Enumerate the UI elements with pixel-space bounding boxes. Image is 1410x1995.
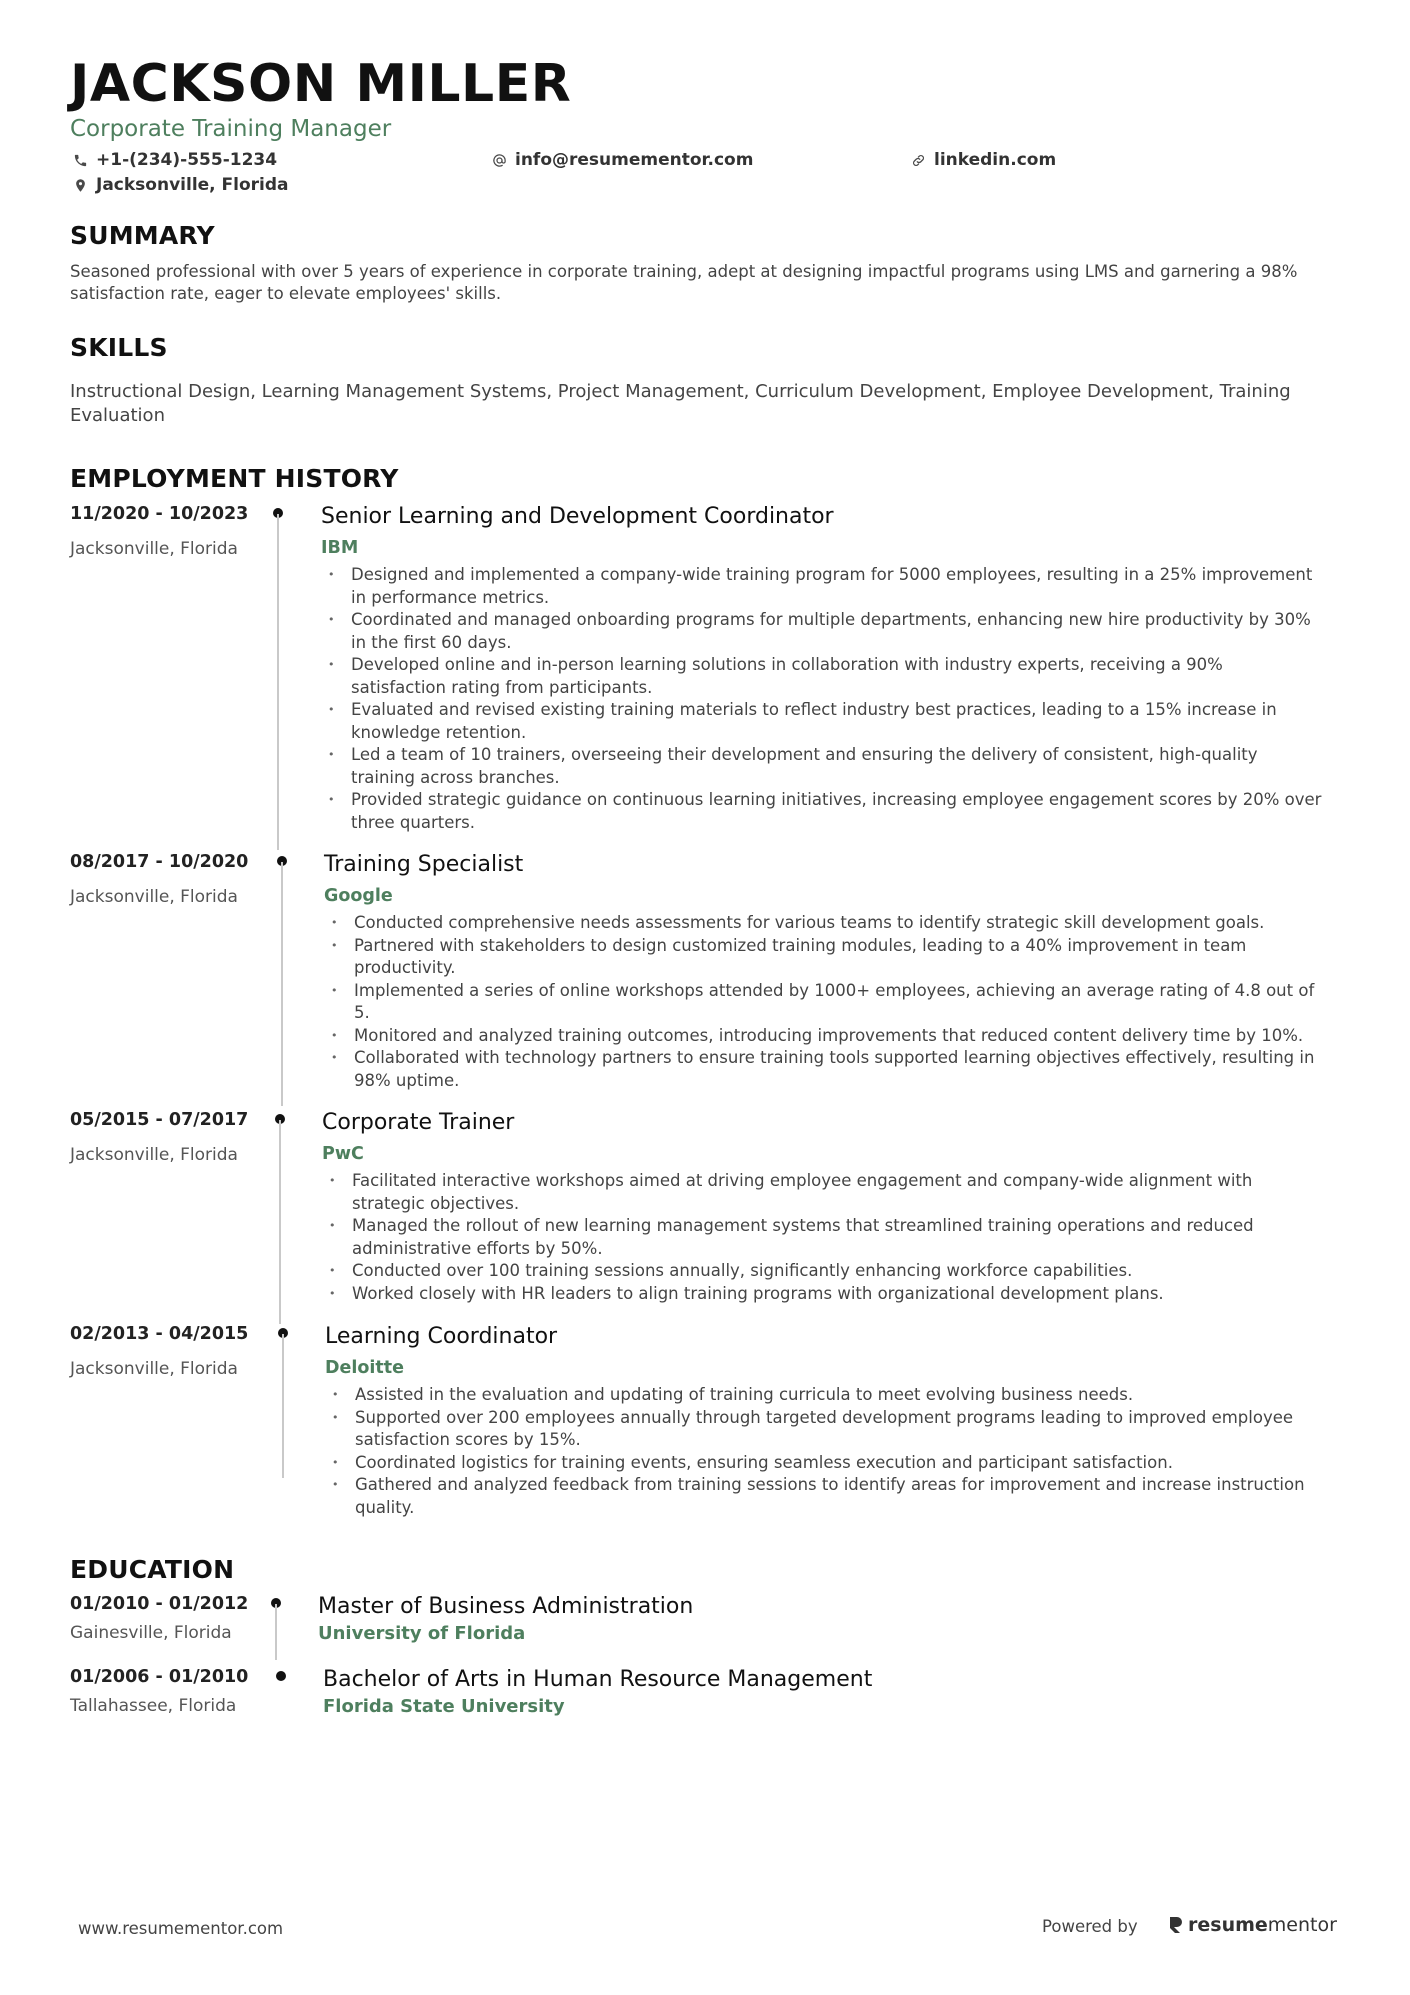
job-title: Training Specialist (324, 852, 524, 877)
job-company: Google (324, 886, 393, 906)
education-location: Gainesville, Florida (70, 1623, 232, 1643)
candidate-role: Corporate Training Manager (70, 116, 392, 142)
job-dates: 11/2020 - 10/2023 (70, 504, 249, 524)
job-bullet: • Coordinated and managed onboarding programs for multiple departments, enhancing new hire productivity by 30% in the first 60 days. (323, 609, 1323, 654)
education-location: Tallahassee, Florida (70, 1696, 237, 1716)
education-dates: 01/2006 - 01/2010 (70, 1667, 249, 1687)
location-text: Jacksonville, Florida (96, 175, 289, 195)
education-dates: 01/2010 - 01/2012 (70, 1594, 249, 1614)
footer-powered-by: Powered by (1042, 1917, 1138, 1936)
footer-website[interactable]: www.resumementor.com (78, 1919, 284, 1938)
job-bullets (326, 912, 1326, 1092)
contact-row-2 (70, 175, 1350, 197)
location-pin-icon (72, 177, 88, 193)
timeline-line (277, 514, 279, 850)
contact-linkedin[interactable] (910, 150, 1056, 170)
timeline-line (281, 862, 283, 1106)
job-bullet: • Provided strategic guidance on continuous learning initiatives, increasing employee engagement scores by 20% over three quarters. (323, 789, 1323, 834)
job-location: Jacksonville, Florida (70, 539, 238, 559)
timeline-line (275, 1604, 277, 1660)
job-title: Corporate Trainer (322, 1110, 515, 1135)
job-company: Deloitte (325, 1358, 405, 1378)
logo-text-resume: resume (1188, 1914, 1268, 1936)
job-dates: 02/2013 - 04/2015 (70, 1324, 249, 1344)
job-bullet: • Gathered and analyzed feedback from training sessions to identify areas for improvement and increase instruction quality. (327, 1474, 1327, 1519)
job-title: Senior Learning and Development Coordinator (321, 504, 834, 529)
job-bullet: • Collaborated with technology partners to ensure training tools supported learning objectives effectively, resulting in 98% uptime. (326, 1047, 1326, 1092)
resumementor-logo[interactable] (1168, 1914, 1337, 1936)
job-bullets (327, 1384, 1327, 1519)
at-icon (491, 152, 507, 168)
skills-heading: SKILLS (70, 333, 168, 362)
email-text[interactable]: info@resumementor.com (515, 150, 754, 170)
resumementor-logo-icon (1168, 1915, 1184, 1935)
job-location: Jacksonville, Florida (70, 887, 238, 907)
job-bullet: • Worked closely with HR leaders to align training programs with organizational development plans. (324, 1283, 1324, 1306)
job-title: Learning Coordinator (325, 1324, 558, 1349)
education-school: University of Florida (318, 1623, 526, 1644)
education-degree: Master of Business Administration (318, 1594, 694, 1619)
contact-email[interactable] (491, 150, 753, 170)
job-bullet: • Supported over 200 employees annually through targeted development programs leading to improved employee satisfaction scores by 15%. (327, 1407, 1327, 1452)
summary-heading: SUMMARY (70, 221, 215, 250)
contact-location (72, 175, 289, 195)
job-bullet: • Managed the rollout of new learning management systems that streamlined training operations and reduced administrative efforts by 50%. (324, 1215, 1324, 1260)
job-bullet: • Partnered with stakeholders to design customized training modules, leading to a 40% improvement in team productivity. (326, 935, 1326, 980)
job-bullets (323, 564, 1323, 834)
job-bullet: • Implemented a series of online workshops attended by 1000+ employees, achieving an average rating of 4.8 out of 5. (326, 980, 1326, 1025)
job-dates: 05/2015 - 07/2017 (70, 1110, 249, 1130)
job-company: PwC (322, 1144, 364, 1164)
logo-text-mentor: mentor (1267, 1914, 1337, 1936)
contact-row (70, 150, 1350, 172)
timeline-line (279, 1120, 281, 1324)
job-bullet: • Designed and implemented a company-wide training program for 5000 employees, resulting in a 25% improvement in performance metrics. (323, 564, 1323, 609)
job-bullet: • Evaluated and revised existing training materials to reflect industry best practices, leading to a 15% increase in knowledge retention. (323, 699, 1323, 744)
job-bullet: • Facilitated interactive workshops aimed at driving employee engagement and company-wide alignment with strategic objectives. (324, 1170, 1324, 1215)
job-location: Jacksonville, Florida (70, 1359, 238, 1379)
job-dates: 08/2017 - 10/2020 (70, 852, 249, 872)
job-bullets (324, 1170, 1324, 1305)
job-bullet: • Developed online and in-person learning solutions in collaboration with industry experts, receiving a 90% satisfaction rating from participants. (323, 654, 1323, 699)
skills-text: Instructional Design, Learning Management Systems, Project Management, Curriculum Development, Employee Development, Training Evaluation (70, 381, 1291, 426)
education-school: Florida State University (323, 1696, 565, 1717)
job-company: IBM (321, 538, 359, 558)
job-location: Jacksonville, Florida (70, 1145, 238, 1165)
job-bullet: • Coordinated logistics for training events, ensuring seamless execution and participant satisfaction. (327, 1452, 1327, 1475)
job-bullet: • Assisted in the evaluation and updating of training curricula to meet evolving business needs. (327, 1384, 1327, 1407)
job-bullet: • Conducted comprehensive needs assessments for various teams to identify strategic skill development goals. (326, 912, 1326, 935)
link-icon (910, 152, 926, 168)
education-heading: EDUCATION (70, 1555, 235, 1584)
phone-text: +1-(234)-555-1234 (96, 150, 278, 170)
candidate-name: JACKSON MILLER (70, 54, 572, 114)
contact-phone (72, 150, 277, 170)
employment-heading: EMPLOYMENT HISTORY (70, 464, 399, 493)
linkedin-text[interactable]: linkedin.com (934, 150, 1057, 170)
education-degree: Bachelor of Arts in Human Resource Management (323, 1667, 873, 1692)
phone-icon (72, 152, 88, 168)
job-bullet: • Led a team of 10 trainers, overseeing their development and ensuring the delivery of consistent, high-quality training across branches. (323, 744, 1323, 789)
timeline-line (282, 1334, 284, 1478)
job-bullet: • Monitored and analyzed training outcomes, introducing improvements that reduced content delivery time by 10%. (326, 1025, 1326, 1048)
summary-text: Seasoned professional with over 5 years of experience in corporate training, adept at designing impactful programs using LMS and garnering a 98% satisfaction rate, eager to elevate employees' skills. (70, 262, 1298, 303)
job-bullet: • Conducted over 100 training sessions annually, significantly enhancing workforce capabilities. (324, 1260, 1324, 1283)
timeline-dot (276, 1671, 286, 1681)
